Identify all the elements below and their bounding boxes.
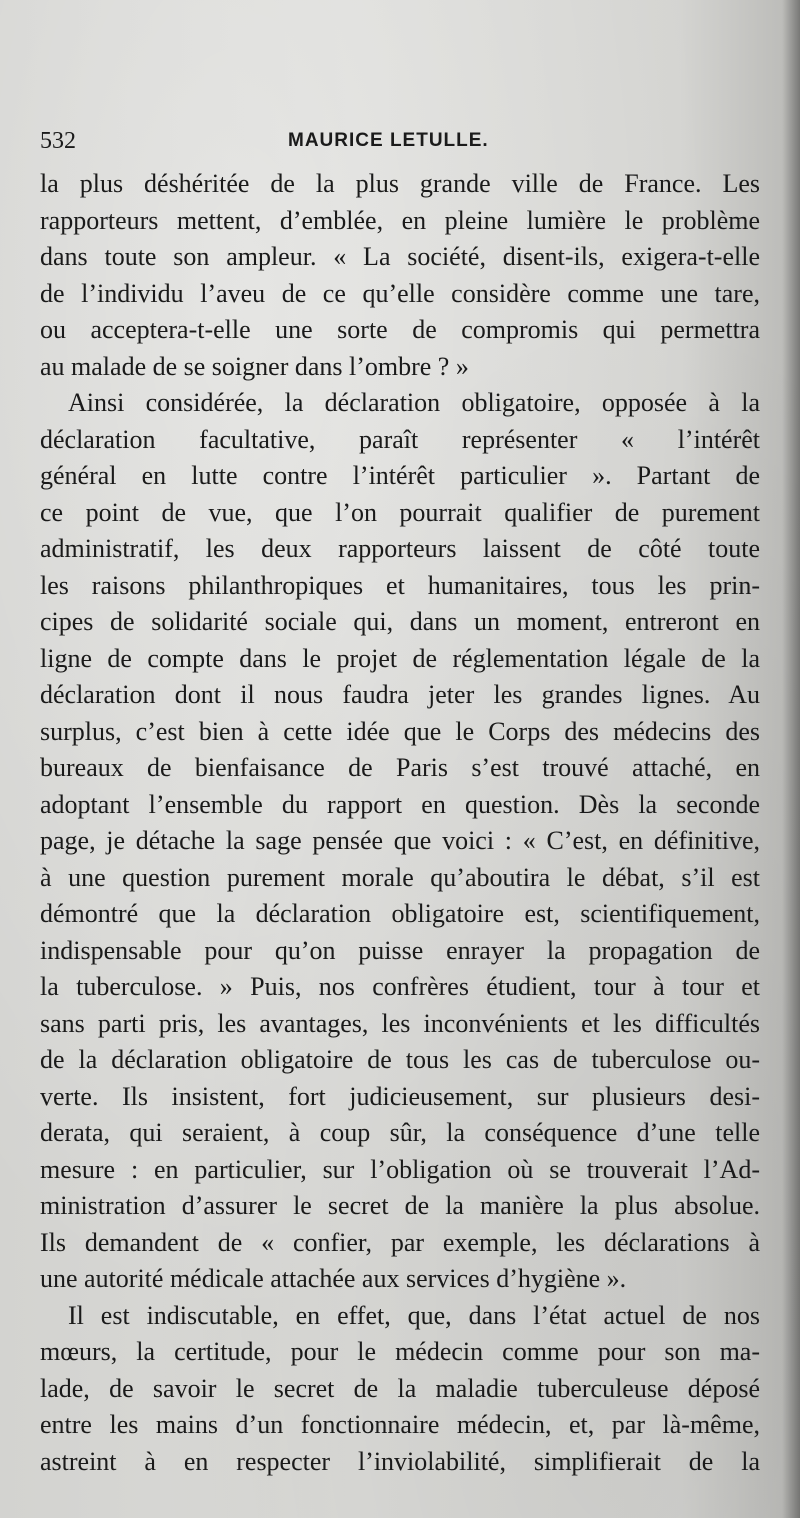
page-header <box>40 128 760 158</box>
text-line: ou acceptera-t-elle une sorte de compromis qui permettra <box>40 315 760 344</box>
text-line: verte. Ils insistent, fort judicieusement, sur plusieurs desi- <box>40 1081 760 1111</box>
text-line: derata, qui seraient, à coup sûr, la conséquence d’une telle <box>40 1118 760 1147</box>
text-line: surplus, c’est bien à cette idée que le Corps des médecins des <box>40 716 760 746</box>
text-line: démontré que la déclaration obligatoire est, scientifiquement, <box>40 899 760 928</box>
text-line: entre les mains d’un fonctionnaire médecin, et, par là-même, <box>40 1410 760 1439</box>
text-line: de l’individu l’aveu de ce qu’elle considère comme une tare, <box>40 278 760 308</box>
text-line: administratif, les deux rapporteurs laissent de côté toute <box>40 534 760 563</box>
text-line: adoptant l’ensemble du rapport en question. Dès la seconde <box>40 789 760 819</box>
text-line: cipes de solidarité sociale qui, dans un moment, entreront en <box>40 607 760 636</box>
text-line: la tuberculose. » Puis, nos confrères étudient, tour à tour et <box>40 972 760 1001</box>
text-line: rapporteurs mettent, d’emblée, en pleine lumière le problème <box>40 205 760 235</box>
text-line: dans toute son ampleur. « La société, disent-ils, exigera-t-elle <box>40 242 760 271</box>
text-line: Ils demandent de « confier, par exemple, les déclarations à <box>40 1227 760 1257</box>
text-line: déclaration facultative, paraît représenter « l’intérêt <box>40 424 760 454</box>
text-line: page, je détache la sage pensée que voici : « C’est, en définitive, <box>40 826 760 855</box>
text-line: bureaux de bienfaisance de Paris s’est trouvé attaché, en <box>40 753 760 782</box>
text-line: Il est indiscutable, en effet, que, dans l’état actuel de nos <box>68 1300 760 1330</box>
text-line: déclaration dont il nous faudra jeter les grandes lignes. Au <box>40 680 760 709</box>
text-line: au malade de se soigner dans l’ombre ? » <box>40 351 469 381</box>
text-line: indispensable pour qu’on puisse enrayer la propagation de <box>40 935 760 965</box>
text-line: lade, de savoir le secret de la maladie tuberculeuse déposé <box>40 1373 760 1403</box>
text-line: mesure : en particulier, sur l’obligation où se trouverait l’Ad- <box>40 1154 760 1184</box>
running-head: MAURICE LETULLE. <box>288 130 489 151</box>
text-line: ligne de compte dans le projet de réglementation légale de la <box>40 643 760 673</box>
text-line: à une question purement morale qu’aboutira le débat, s’il est <box>40 862 760 892</box>
page-number: 532 <box>40 128 76 154</box>
text-line: sans parti pris, les avantages, les inconvénients et les difficultés <box>40 1008 760 1038</box>
text-line: astreint à en respecter l’inviolabilité, simplifierait de la <box>40 1446 760 1476</box>
text-line: Ainsi considérée, la déclaration obligatoire, opposée à la <box>68 388 760 417</box>
text-line: mœurs, la certitude, pour le médecin comme pour son ma- <box>40 1337 760 1366</box>
text-line: ministration d’assurer le secret de la manière la plus absolue. <box>40 1191 760 1220</box>
text-line: les raisons philanthropiques et humanitaires, tous les prin- <box>40 570 760 600</box>
page-edge-shadow <box>782 0 800 1518</box>
body-text <box>40 166 760 1480</box>
text-line: la plus déshéritée de la plus grande ville de France. Les <box>40 169 760 198</box>
text-line: général en lutte contre l’intérêt particulier ». Partant de <box>40 461 760 490</box>
text-line: de la déclaration obligatoire de tous les cas de tuberculose ou- <box>40 1045 760 1074</box>
text-line: une autorité médicale attachée aux services d’hygiène ». <box>40 1264 627 1293</box>
text-line: ce point de vue, que l’on pourrait qualifier de purement <box>40 497 760 527</box>
